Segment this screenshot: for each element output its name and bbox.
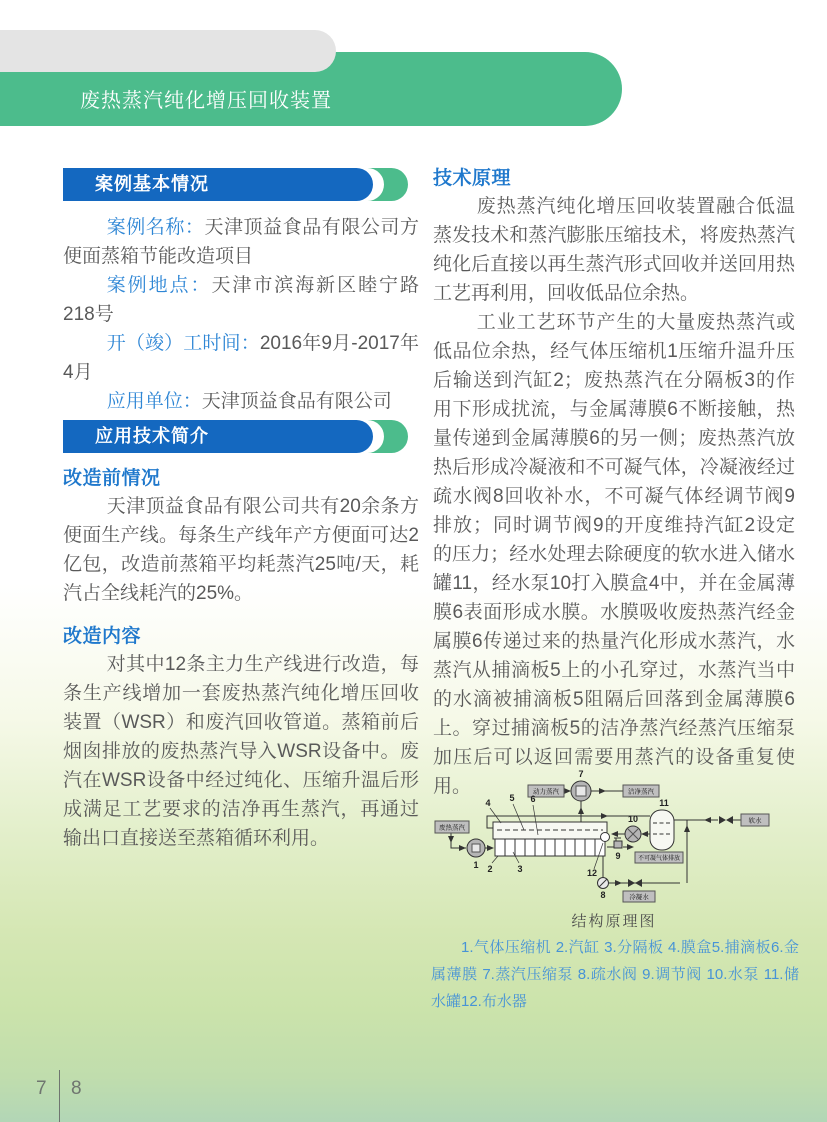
condensate-label: 冷凝水 [629,894,649,901]
section-before-retrofit-title: 改造前情况 [63,468,161,489]
banner-case-info [63,168,408,201]
water-distributor-symbol [601,833,610,842]
page-number-divider [59,1070,60,1122]
header-gray-band [0,30,336,72]
section-before-retrofit-text: 天津顶益食品有限公司共有20余条方便面生产线。每条生产线年产方便面可达2亿包，改造前蒸箱平均耗蒸汽25吨/天，耗汽占全线耗汽的25%。 [63,496,419,604]
case-unit-label: 应用单位： [106,391,202,412]
svg-text:4: 4 [485,798,491,808]
case-name-label: 案例名称： [106,217,205,238]
banner-tech-intro [63,420,408,453]
svg-text:12: 12 [586,868,598,878]
noncondensable-label: 不可凝气体排放 [637,856,681,862]
case-unit-row [63,387,419,416]
exchanger-body [493,822,610,856]
soft-water-label: 软水 [748,817,762,825]
svg-text:10: 10 [627,814,639,824]
case-location-row [63,271,419,329]
banner-case-info-label: 案例基本情况 [63,168,373,201]
case-name-value: 天津顶益食品有限公司方便面蒸箱节能改造项目 [63,217,419,267]
clean-steam-label: 洁净蒸汽 [628,788,654,796]
principle-paragraph-1: 废热蒸汽纯化增压回收装置融合低温蒸发技术和蒸汽膨胀压缩技术，将废热蒸汽纯化后直接以再生蒸汽形式回收并送回用热工艺再利用，回收低品位余热。 [433,196,795,304]
waste-steam-label: 废热蒸汽 [439,824,465,832]
case-location-label: 案例地点： [106,275,212,296]
page-title: 废热蒸汽纯化增压回收装置 [80,90,332,112]
power-steam-label: 动力蒸汽 [533,788,559,796]
section-principle-text [433,192,795,801]
case-dates-value: 2016年9月-2017年4月 [63,333,419,383]
section-principle-title: 技术原理 [433,168,512,189]
case-dates-row [63,329,419,387]
water-pump-symbol [625,826,641,842]
page-number-left: 7 [36,1078,47,1099]
svg-text:5: 5 [509,793,515,803]
steam-trap-symbol [598,878,609,889]
svg-text:9: 9 [615,851,621,861]
valve-icon [719,816,733,824]
svg-text:8: 8 [600,890,606,900]
gas-compressor-symbol [467,839,485,857]
svg-text:2: 2 [487,864,493,874]
principle-paragraph-2: 工业工艺环节产生的大量废热蒸汽或低品位余热，经气体压缩机1压缩升温升压后输送到汽缸2；废热蒸汽在分隔板3的作用下形成扰流，与金属薄膜6不断接触，热量传递到金属薄膜6的另一侧；废热蒸汽放热后形成冷凝液和不可凝气体，冷凝液经过疏水阀8回收补水，不可凝气体经调节阀9排放；同时调节阀9的开度维持汽缸2设定的压力；经水处理去除硬度的软水进入储水罐11，经水泵10打入膜盒4中，并在金属薄膜6表面形成水膜。水膜吸收废热蒸汽经金属膜6传递过来的热量汽化形成水蒸汽，水蒸汽从捕滴板5上的小孔穿过，水蒸汽当中的水滴被捕滴板5阻隔后回落到金属薄膜6上。穿过捕滴板5的洁净蒸汽经蒸汽压缩泵加压后可以返回需要用蒸汽的设备重复使用。 [433,312,795,797]
section-retrofit-content-title: 改造内容 [63,626,142,647]
steam-pump-symbol [571,781,591,801]
case-name-row [63,213,419,271]
case-location-value: 天津市滨海新区睦宁路218号 [63,275,419,325]
section-retrofit-content-text: 对其中12条主力生产线进行改造，每条生产线增加一套废热蒸汽纯化增压回收装置（WSR）和废汽回收管道。蒸箱前后烟囱排放的废热蒸汽导入WSR设备中。废汽在WSR设备中经过纯化、压缩升温后形成满足工艺要求的洁净再生蒸汽，再通过输出口直接送至蒸箱循环利用。 [63,654,419,849]
svg-text:7: 7 [578,769,584,779]
case-info-block [63,213,419,416]
regulating-valve-symbol [614,838,622,848]
diagram-caption: 结构原理图 [571,913,657,930]
svg-text:3: 3 [517,864,523,874]
svg-text:6: 6 [530,794,536,804]
banner-tech-intro-label: 应用技术简介 [63,420,373,453]
svg-text:11: 11 [659,798,669,808]
structure-diagram [431,764,797,910]
valve-icon [628,879,642,887]
svg-text:1: 1 [473,860,479,870]
storage-tank-symbol [650,810,674,850]
case-unit-value: 天津顶益食品有限公司 [201,391,392,412]
page-number-right: 8 [71,1078,82,1099]
case-dates-label: 开（竣）工时间： [106,333,260,354]
diagram-legend: 1.气体压缩机 2.汽缸 3.分隔板 4.膜盒5.捕滴板6.金属薄膜 7.蒸汽压缩泵 8.疏水阀 9.调节阀 10.水泵 11.储水罐12.布水器 [431,939,799,1010]
